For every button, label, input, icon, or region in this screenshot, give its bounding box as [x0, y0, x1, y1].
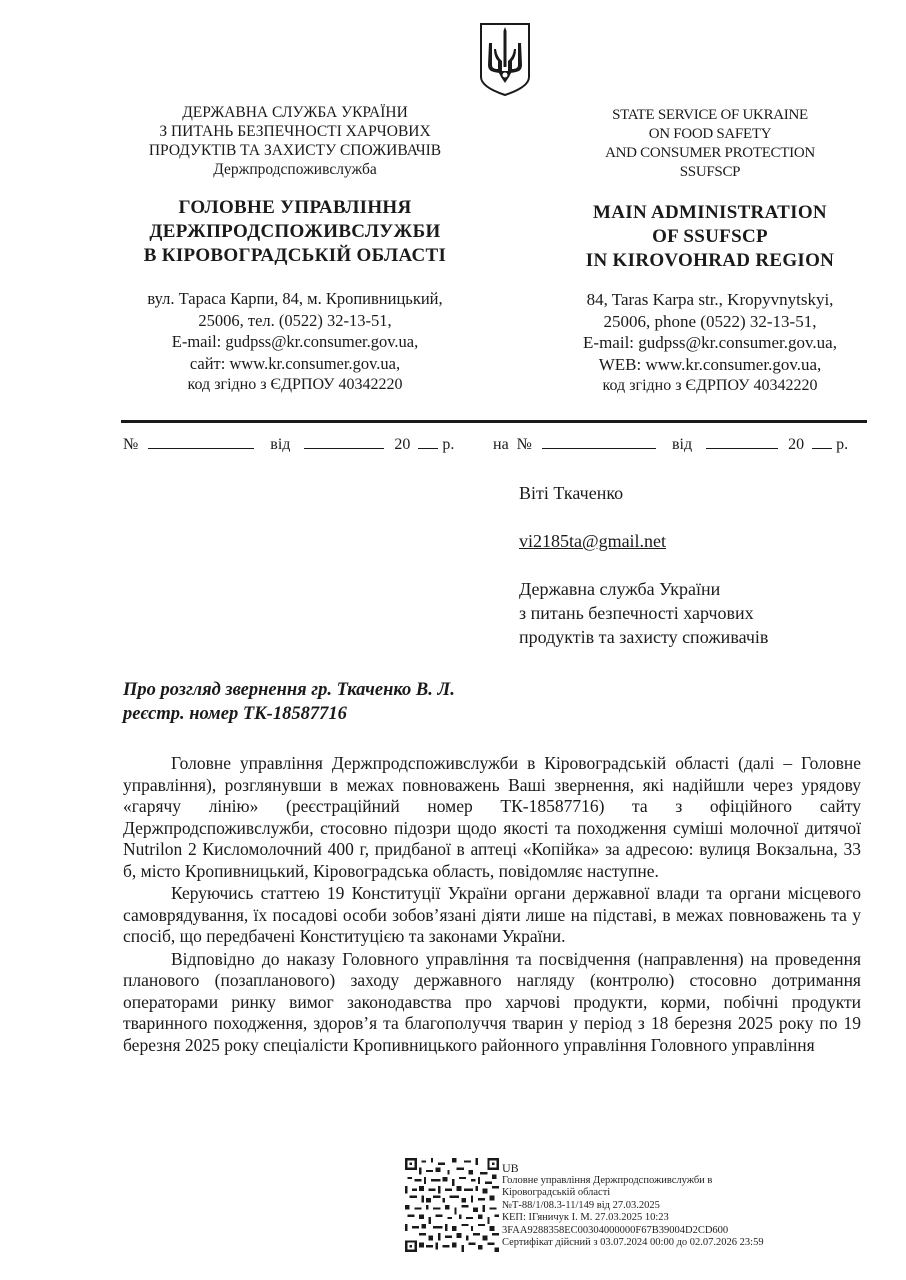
department-line: ДЕРЖПРОДСПОЖИВСЛУЖБИ: [149, 221, 441, 242]
copy-line: продуктів та захисту споживачів: [519, 627, 769, 647]
recipient-email-link[interactable]: vi2185ta@gmail.net: [519, 531, 667, 551]
year-blank: [418, 434, 438, 449]
department-line: OF SSUFSCP: [652, 226, 768, 247]
stamp-certificate-serial: 3FAA9288358EC00304000000F67B39004D2CD600: [502, 1224, 729, 1236]
number-label: №: [123, 436, 139, 453]
reply-registration: [493, 434, 848, 456]
website-line: WEB: www.kr.consumer.gov.ua,: [598, 354, 822, 374]
copy-line: Державна служба України: [519, 579, 721, 599]
stamp-signer: КЕП: ІГяничук І. М. 27.03.2025 10:23: [502, 1212, 669, 1223]
subject-line: Про розгляд звернення гр. Ткаченко В. Л.: [123, 680, 455, 700]
contacts-en: [540, 289, 880, 397]
body-paragraph: Головне управління Держпродспоживслужби в Кіровоградській області (далі – Головне управління), розглянувши в межах повноважень Ваші звернення, які надійшли через урядову «гарячу лінію» (реєстраційний номер ТК-18587716) та з офіційного сайту Держпродспоживслужби, стосовно підозри щодо якості та походження суміші молочної дитячої Nutrilon 2 Кисломолочний 400 г, придбаної в аптеці «Копійка» за адресою: вулиця Вокзальна, 33 б, місто Кропивницький, Кіровоградська область, повідомляє наступне.: [123, 753, 861, 881]
department-line: ГОЛОВНЕ УПРАВЛІННЯ: [178, 197, 412, 218]
agency-line: AND CONSUMER PROTECTION: [605, 145, 815, 161]
stamp-line: Кіровоградській області: [502, 1187, 611, 1198]
edrpou-line: код згідно з ЄДРПОУ 40342220: [602, 377, 818, 394]
agency-line: ПРОДУКТІВ ТА ЗАХИСТУ СПОЖИВАЧІВ: [148, 142, 442, 159]
date-blank: [304, 434, 384, 449]
date-label: від: [270, 436, 291, 453]
agency-name-ua: [110, 103, 480, 179]
edrpou-line: код згідно з ЄДРПОУ 40342220: [187, 376, 403, 393]
department-line: IN KIROVOHRAD REGION: [585, 250, 835, 271]
agency-line: З ПИТАНЬ БЕЗПЕЧНОСТІ ХАРЧОВИХ: [159, 123, 431, 140]
website-line: сайт: www.kr.consumer.gov.ua,: [189, 353, 401, 373]
agency-line: STATE SERVICE OF UKRAINE: [612, 107, 808, 123]
agency-line: ДЕРЖАВНА СЛУЖБА УКРАЇНИ: [182, 104, 408, 121]
recipient-name: Віті Ткаченко: [519, 483, 624, 503]
agency-name-en: [540, 106, 880, 182]
copy-line: з питань безпечності харчових: [519, 603, 754, 623]
department-line: MAIN ADMINISTRATION: [593, 202, 827, 223]
department-name-ua: [110, 196, 480, 268]
letterhead-divider: [121, 420, 867, 423]
reply-year-suffix: р.: [836, 436, 849, 453]
reply-year-prefix: 20: [788, 436, 805, 453]
reply-year-blank: [812, 434, 832, 449]
subject-registration-number: реєстр. номер ТК-18587716: [123, 704, 347, 724]
phone-line: 25006, phone (0522) 32-13-51,: [603, 311, 817, 331]
agency-line: ON FOOD SAFETY: [648, 126, 772, 142]
email-line: E-mail: gudpss@kr.consumer.gov.ua,: [583, 333, 837, 352]
letter-subject: [123, 678, 455, 726]
phone-line: 25006, тел. (0522) 32-13-51,: [198, 310, 392, 330]
contacts-ua: [110, 288, 480, 396]
agency-abbreviation: SSUFSCP: [679, 164, 741, 180]
year-suffix: р.: [442, 436, 455, 453]
trident-coat-of-arms-icon: [478, 21, 532, 98]
number-blank: [148, 434, 254, 449]
reply-prefix: на: [493, 436, 509, 453]
department-name-en: [540, 201, 880, 273]
year-prefix: 20: [394, 436, 411, 453]
reply-date-label: від: [671, 436, 693, 453]
outgoing-registration: [123, 434, 454, 456]
stamp-document-number: №Т-88/1/08.3-11/149 від 27.03.2025: [502, 1199, 660, 1211]
reply-date-blank: [706, 434, 778, 449]
address-line: вул. Тараса Карпи, 84, м. Кропивницький,: [147, 289, 443, 308]
qr-code-icon: [404, 1158, 500, 1252]
department-line: В КІРОВОГРАДСЬКІЙ ОБЛАСТІ: [143, 245, 447, 266]
agency-abbreviation: Держпродспоживслужба: [213, 161, 377, 178]
recipient-copy: [519, 577, 768, 649]
reply-number-label: №: [516, 436, 532, 453]
body-paragraph: Відповідно до наказу Головного управління та посвідчення (направлення) на проведення планового (позапланового) заходу державного нагляду (контролю) стосовно дотримання операторами ринку вимог законодавства про харчові продукти, корми, побічні продукти тваринного походження, здоров’я та благополуччя тварин у період з 18 березня 2025 року по 19 березня 2025 року спеціалісти Кропивницького районного управління Головного управління: [123, 948, 861, 1055]
stamp-label: UB: [502, 1161, 519, 1175]
digital-signature-stamp: [502, 1162, 764, 1250]
stamp-certificate-validity: Сертифікат дійсний з 03.07.2024 00:00 до 02.07.2026 23:59: [502, 1237, 764, 1248]
body-paragraph: Керуючись статтею 19 Конституції України органи державної влади та органи місцевого самоврядування, їх посадові особи зобов’язані діяти лише на підставі, в межах повноважень та у спосіб, що передбачені Конституцією та законами України.: [123, 883, 861, 946]
reply-number-blank: [542, 434, 656, 449]
recipient-email[interactable]: [519, 529, 666, 553]
letter-body: [123, 753, 861, 1056]
stamp-line: Головне управління Держпродспоживслужби в: [502, 1174, 713, 1186]
address-line: 84, Taras Karpa str., Kropyvnytskyi,: [586, 290, 834, 309]
email-line: E-mail: gudpss@kr.consumer.gov.ua,: [171, 332, 419, 351]
